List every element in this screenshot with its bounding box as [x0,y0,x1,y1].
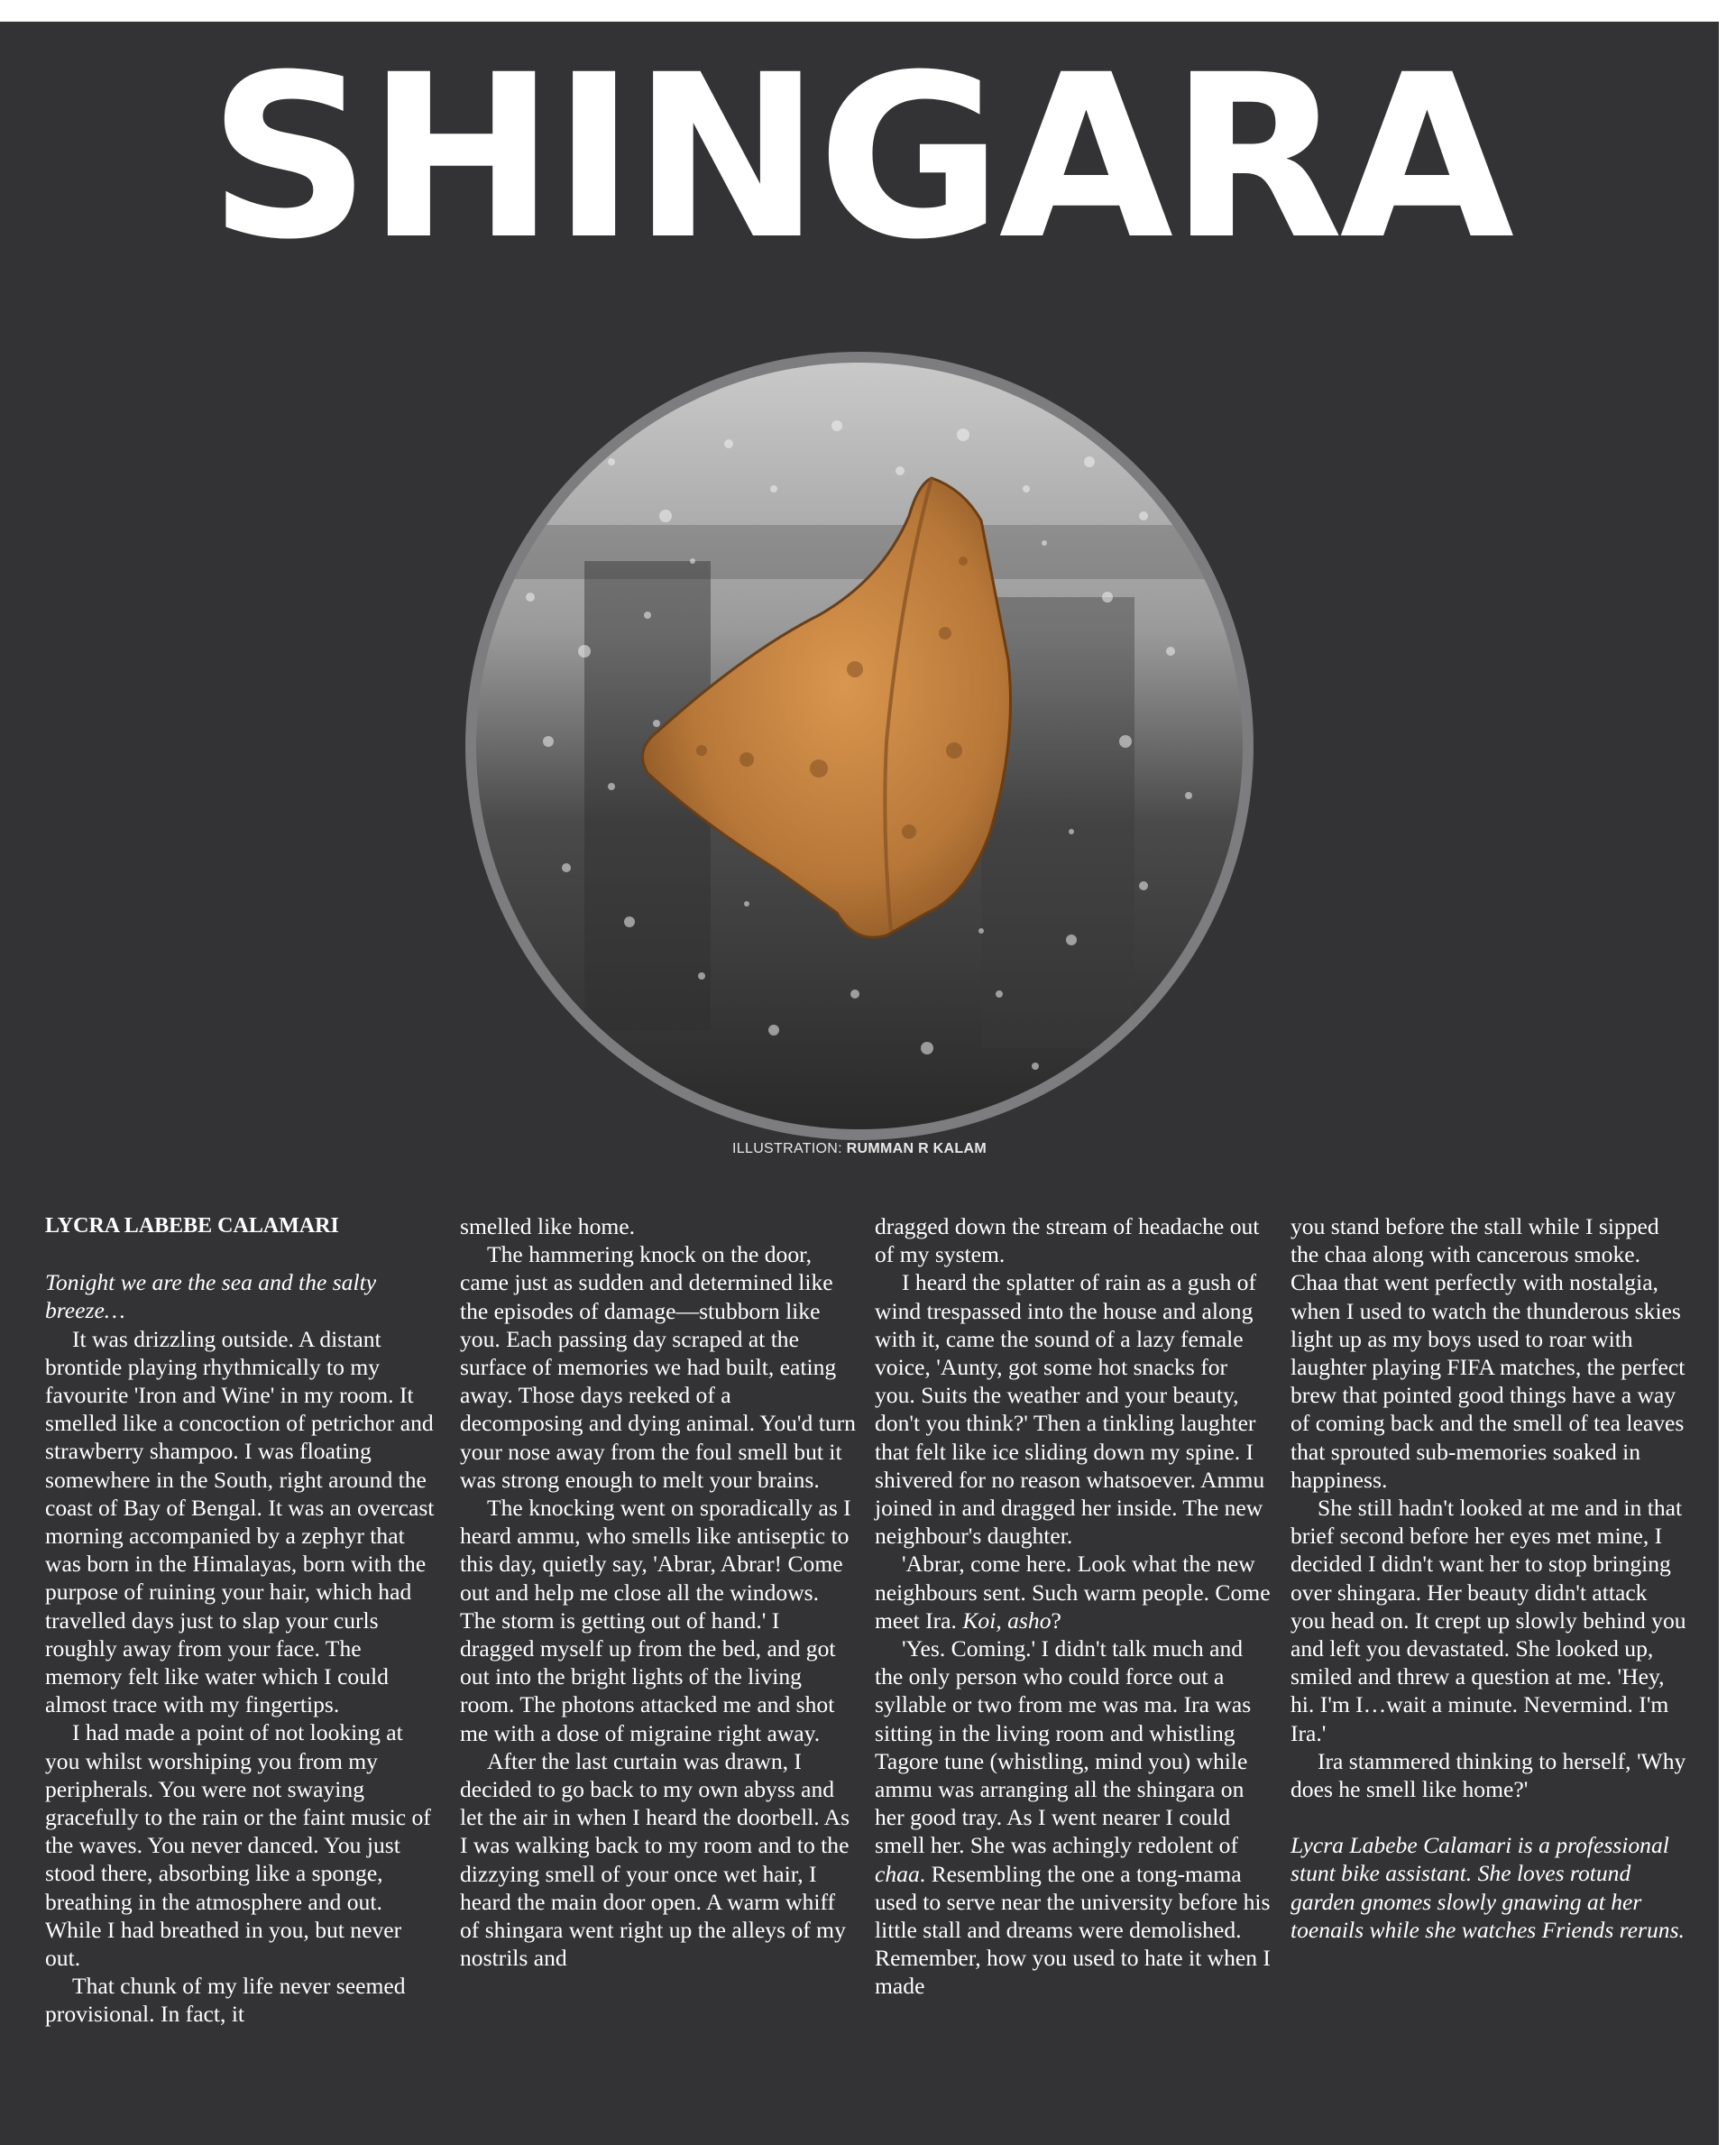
author-byline: LYCRA LABEBE CALAMARI [45,1214,339,1238]
paragraph: After the last curtain was drawn, I decided to go back to my own abyss and let the air in when I heard the doorbell. As I was walking back to my room and to the dizzying smell of your once wet hair, I heard the main door open. A warm whiff of shingara went right up the alleys of my nostrils and [460,1747,850,1972]
credit-name: RUMMAN R KALAM [846,1141,987,1156]
article-page [0,22,1719,2145]
paragraph: smelled like home. [460,1213,636,1239]
paragraph: That chunk of my life never seemed provisional. In fact, it [45,1973,406,2028]
samosa-illustration [465,352,1254,1140]
article-column-4 [1291,1212,1687,1944]
paragraph: I had made a point of not looking at you whilst worshiping you from my peripherals. You were not swaying gracefully to the rain or the faint music of the waves. You never danced. You just stood there, absorbing like a sponge, breathing in the atmosphere and out. While I had breathed in you, but never out. [45,1719,431,1972]
paragraph: 'Yes. Coming.' I didn't talk much and the only person who could force out a syllable or two from me was ma. Ira was sitting in the living room and whistling Tagore tune (whistling, mind you) while ammu was arranging all the shingara on her good tray. As I went nearer I could smell her. She was achingly redolent of chaa. Resembling the one a tong-mama used to serve near the university before his little stall and dreams were demolished. Remember, how you used to hate it when I made [875,1635,1271,2000]
article-column-2 [460,1212,857,1972]
credit-label: ILLUSTRATION: [732,1141,842,1156]
paragraph: The knocking went on sporadically as I heard ammu, who smells like antiseptic to this day, quietly say, 'Abrar, Abrar! Come out and help me close all the windows. The storm is getting out of hand.' I dragged myself up from the bed, and got out into the bright lights of the living room. The photons attacked me and shot me with a dose of migraine right away. [460,1495,851,1746]
paragraph: dragged down the stream of headache out of my system. [875,1213,1260,1268]
headline: SHINGARA [207,26,1511,289]
illustration-credit [0,1141,1719,1157]
epigraph: Tonight we are the sea and the salty breeze… [45,1269,377,1324]
paragraph: I heard the splatter of rain as a gush of wind trespassed into the house and along with it, came the sound of a lazy female voice, 'Aunty, got some hot snacks for you. Suits the weather and your beauty, don't you think?' Then a tinkling laughter that felt like ice sliding down my spine. I shivered for no reason whatsoever. Ammu joined in and dragged her inside. The new neighbour's daughter. [875,1269,1265,1550]
paragraph: She still hadn't looked at me and in that brief second before her eyes met mine, I decided I didn't want her to stop bringing over shingara. Her beauty didn't attack you head on. It crept up slowly behind you and left you devastated. She looked up, smiled and threw a question at me. 'Hey, hi. I'm I…wait a minute. Nevermind. I'm Ira.' [1291,1495,1686,1746]
author-bio: Lycra Labebe Calamari is a professional stunt bike assistant. She loves rotund garden gnomes slowly gnawing at her toenails while she watches Friends reruns. [1291,1832,1685,1943]
paragraph: The hammering knock on the door, came just as sudden and determined like the episodes of damage—stubborn like you. Each passing day scraped at the surface of memories we had built, eating away. Those days reeked of a decomposing and dying animal. You'd turn your nose away from the foul smell but it was strong enough to melt your brains. [460,1241,856,1493]
paragraph: It was drizzling outside. A distant brontide playing rhythmically to my favourite 'Iron and Wine' in my room. It smelled like a concoction of petrichor and strawberry shampoo. I was floating somewhere in the South, right around the coast of Bay of Bengal. It was an overcast morning accompanied by a zephyr that was born in the Himalayas, born with the purpose of ruining your hair, which had travelled days just to slap your curls roughly away from your face. The memory felt like water which I could almost trace with my fingertips. [45,1325,435,1718]
paragraph: Ira stammered thinking to herself, 'Why does he smell like home?' [1291,1747,1686,1803]
paragraph: you stand before the stall while I sipped the chaa along with cancerous smoke. Chaa that went perfectly with nostalgia, when I used to watch the thunderous skies light up as my boys used to roar with laughter playing FIFA matches, the perfect brew that pointed good things have a way of coming back and the smell of tea leaves that sprouted sub-memories soaked in happiness. [1291,1213,1685,1493]
article-column-1 [45,1212,442,2029]
samosa-on-rainy-window-image [476,363,1243,1129]
article-column-3 [875,1212,1272,2001]
paragraph: 'Abrar, come here. Look what the new neighbours sent. Such warm people. Come meet Ira. Koi, asho? [875,1551,1271,1634]
